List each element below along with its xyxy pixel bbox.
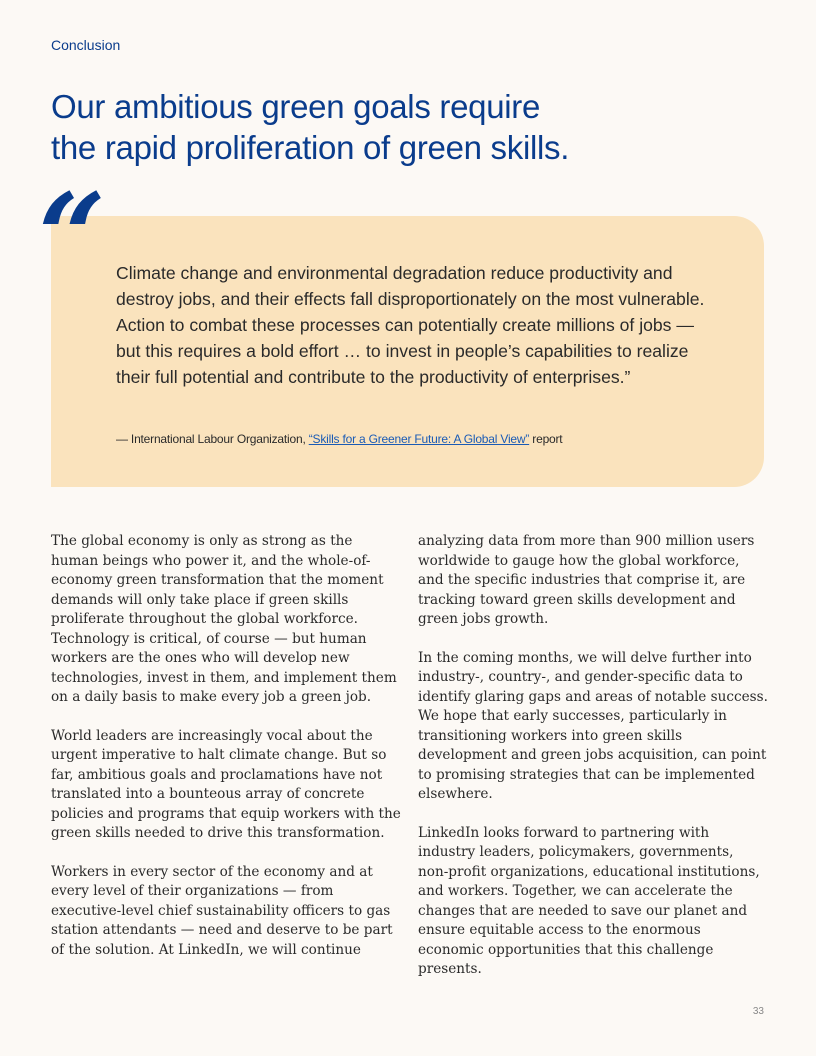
- quote-source-suffix: report: [532, 432, 563, 446]
- quote-text: Climate change and environmental degradation reduce productivity and destroy jobs, and their effects fall disproportionately on the most vulnerable. Action to combat these processes can potentially create millions of jobs — but this requires a bold effort … to invest in people’s capabilities to realize their full potential and contribute to the productivity of enterprises.”: [116, 263, 705, 387]
- body-paragraph: In the coming months, we will delve further into industry-, country-, and gender-specific data to identify glaring gaps and areas of notable success. We hope that early successes, particularly in transitioning workers into green skills development and green jobs acquisition, can point to promising strategies that can be implemented elsewhere.: [418, 649, 768, 802]
- body-paragraph: The global economy is only as strong as the human beings who power it, and the whole-of-economy green transformation that the moment demands will only take place if green skills proliferate throughout the global workforce. Technology is critical, of course — but human workers are the ones who will develop new technologies, invest in them, and implement them on a daily basis to make every job a green job.: [51, 533, 397, 705]
- body-paragraph: LinkedIn looks forward to partnering with industry leaders, policymakers, governments, non-profit organizations, educational institutions, and workers. Together, we can accelerate the changes that are needed to save our planet and ensure equitable access to the enormous economic opportunities that this challenge presents.: [418, 824, 760, 977]
- body-paragraph: Workers in every sector of the economy and at every level of their organizations — from executive-level chief sustainability officers to gas station attendants — need and deserve to be part of the solution. At LinkedIn, we will continue: [51, 863, 393, 958]
- page-title: [51, 86, 671, 168]
- body-paragraph: World leaders are increasingly vocal about the urgent imperative to halt climate change. But so far, ambitious goals and proclamations have not translated into a bounteous array of concrete policies and programs that equip workers with the green skills needed to drive this transformation.: [51, 727, 401, 841]
- report-link[interactable]: “Skills for a Greener Future: A Global View”: [308, 432, 530, 446]
- quote-source: [116, 432, 736, 446]
- page-number: 33: [752, 1006, 764, 1017]
- body-column-right: [418, 532, 768, 999]
- headline-line-1: Our ambitious green goals require: [51, 88, 541, 125]
- quote-source-prefix: — International Labour Organization,: [116, 432, 306, 446]
- headline-line-2: the rapid proliferation of green skills.: [51, 129, 570, 166]
- body-paragraph: analyzing data from more than 900 million users worldwide to gauge how the global workforce, and the specific industries that comprise it, are tracking toward green skills development and green jobs growth.: [418, 533, 755, 627]
- quotation-mark-icon: “: [38, 167, 106, 306]
- body-column-left: [51, 532, 401, 979]
- section-label: Conclusion: [51, 37, 121, 53]
